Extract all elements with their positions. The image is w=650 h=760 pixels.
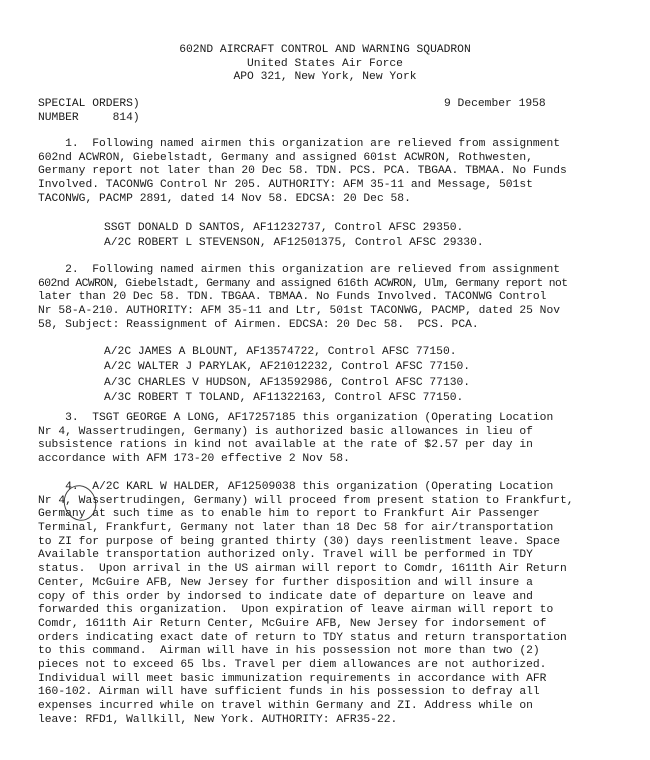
text-line: subsistence rations in kind not available at the rate of $2.57 per day in: [38, 439, 533, 452]
service-name: United States Air Force: [247, 57, 403, 70]
order-date: 9 December 1958: [444, 98, 546, 110]
text-line: Individual will meet basic immunization requirements in accordance with AFR: [38, 672, 547, 685]
text-line: Nr 58-A-210. AUTHORITY: AFM 35-11 and Ltr, 501st TACONWG, PACMP, dated 25 Nov: [38, 305, 561, 318]
apo-address: APO 321, New York, New York: [233, 71, 417, 84]
airman-entry: A/2C JAMES A BLOUNT, AF13574722, Control AFSC 77150.: [104, 346, 457, 358]
special-orders-block: [38, 98, 140, 125]
text-line: orders indicating exact date of return to TDY status and return transportation: [38, 631, 567, 644]
airman-entry: A/3C CHARLES V HUDSON, AF13592986, Control AFSC 77130.: [104, 376, 471, 389]
text-line: Available transportation authorized only. Travel will be performed in TDY: [38, 549, 533, 562]
special-orders-label: SPECIAL ORDERS): [38, 98, 140, 110]
text-line: TACONWG, PACMP 2891, dated 14 Nov 58. EDCSA: 20 Dec 58.: [38, 192, 411, 205]
text-line: 602nd ACWRON, Giebelstadt, Germany and assigned 616th ACWRON, Ulm, Germany report not: [38, 277, 568, 290]
paragraph-1-names: [104, 222, 484, 253]
text-line: 4. A/2C KARL W HALDER, AF12509038 this organization (Operating Location: [38, 481, 554, 493]
text-line: 3. TSGT GEORGE A LONG, AF17257185 this organization (Operating Location: [38, 412, 554, 424]
text-line: accordance with AFM 173-20 effective 2 Nov 58.: [38, 453, 350, 466]
text-line: Nr 4, Wassertrudingen, Germany) will proceed from present station to Frankfurt,: [38, 494, 574, 507]
paragraph-1: [38, 138, 638, 206]
text-line: to this command. Airman will have in his possession not more than two (2): [38, 645, 540, 658]
paragraph-4: [38, 481, 638, 727]
text-line: status. Upon arrival in the US airman will report to Comdr, 1611th Air Return: [38, 563, 567, 576]
text-line: 2. Following named airmen this organization are relieved from assignment: [38, 264, 561, 276]
text-line: 58, Subject: Reassignment of Airmen. EDCSA: 20 Dec 58. PCS. PCA.: [38, 318, 479, 331]
text-line: copy of this order by indorsed to indicate date of departure on leave and: [38, 590, 533, 603]
paragraph-2: [38, 264, 638, 332]
text-line: leave: RFD1, Wallkill, New York. AUTHORITY: AFR35-22.: [38, 713, 398, 726]
letterhead: [0, 44, 650, 85]
unit-name: 602ND AIRCRAFT CONTROL AND WARNING SQUADRON: [179, 44, 471, 56]
text-line: 160-102. Airman will have sufficient funds in his possession to defray all: [38, 686, 540, 699]
airman-entry: A/3C ROBERT T TOLAND, AF11322163, Control AFSC 77150.: [104, 392, 464, 405]
text-line: Comdr, 1611th Air Return Center, McGuire AFB, New Jersey for indorsement of: [38, 617, 547, 630]
text-line: Germany report not later than 20 Dec 58. TDN. PCS. PCA. TBGAA. TBMAA. No Funds: [38, 165, 567, 178]
airman-entry: A/2C ROBERT L STEVENSON, AF12501375, Control AFSC 29330.: [104, 237, 484, 250]
text-line: to ZI for purpose of being granted thirty (30) days reenlistment leave. Space: [38, 535, 561, 548]
airman-entry: A/2C WALTER J PARYLAK, AF21012232, Control AFSC 77150.: [104, 361, 471, 374]
text-line: Terminal, Frankfurt, Germany not later than 18 Dec 58 for air/transportation: [38, 522, 554, 535]
paragraph-3: [38, 412, 638, 467]
text-line: Nr 4, Wassertrudingen, Germany) is authorized basic allowances in lieu of: [38, 425, 533, 438]
text-line: Center, McGuire AFB, New Jersey for further disposition and will insure a: [38, 576, 533, 589]
order-number: NUMBER 814): [38, 111, 140, 124]
airman-entry: SSGT DONALD D SANTOS, AF11232737, Control AFSC 29350.: [104, 222, 464, 234]
text-line: 1. Following named airmen this organization are relieved from assignment: [38, 138, 561, 150]
text-line: forwarded this organization. Upon expiration of leave airman will report to: [38, 604, 554, 617]
text-line: Germany at such time as to enable him to report to Frankfurt Air Passenger: [38, 508, 540, 521]
text-line: pieces not to exceed 65 lbs. Travel per diem allowances are not authorized.: [38, 658, 547, 671]
text-line: Involved. TACONWG Control Nr 205. AUTHORITY: AFM 35-11 and Message, 501st: [38, 179, 533, 192]
paragraph-2-names: [104, 346, 470, 408]
text-line: later than 20 Dec 58. TDN. TBGAA. TBMAA. No Funds Involved. TACONWG Control: [38, 291, 547, 304]
text-line: expenses incurred while on travel within Germany and ZI. Address while on: [38, 700, 533, 712]
text-line: 602nd ACWRON, Giebelstadt, Germany and assigned 601st ACWRON, Rothwesten,: [38, 151, 533, 164]
